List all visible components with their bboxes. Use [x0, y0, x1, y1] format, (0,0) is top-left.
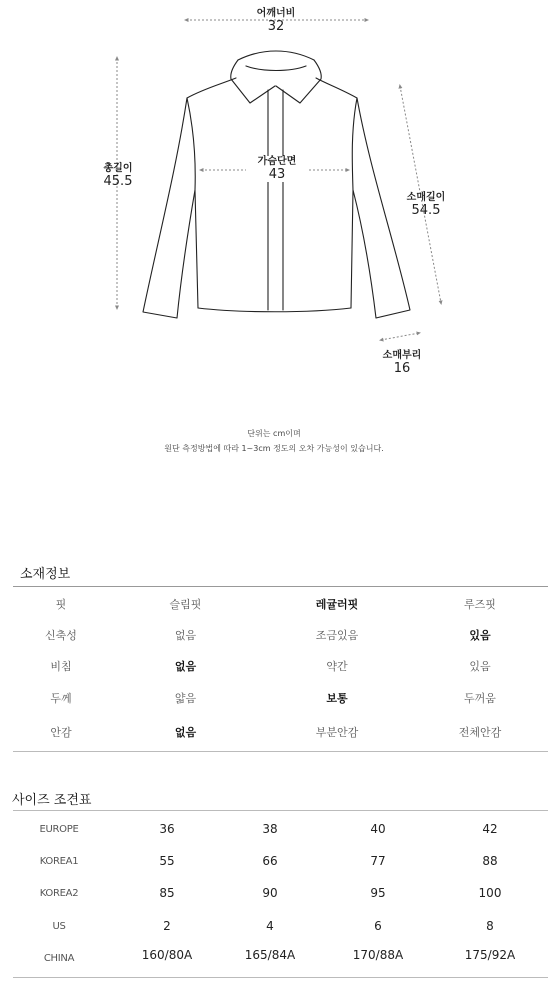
- size-row: [0, 882, 548, 904]
- material-option: 루즈핏: [464, 598, 496, 611]
- material-option: 부분안감: [315, 726, 359, 739]
- size-value: 95: [370, 886, 386, 900]
- material-option-selected: 없음: [174, 660, 197, 673]
- size-value: 40: [370, 822, 386, 836]
- size-value: 175/92A: [464, 948, 516, 962]
- chest-label: 가슴단면: [257, 156, 297, 167]
- size-value: 55: [159, 854, 175, 868]
- cuff-arrow: [381, 333, 419, 340]
- sleeve-label: 소매길이: [406, 192, 446, 203]
- material-option-selected: 없음: [174, 726, 197, 739]
- size-value: 165/84A: [244, 948, 296, 962]
- material-option: 조금있음: [315, 629, 359, 642]
- material-row: [13, 686, 548, 710]
- size-value: 6: [374, 919, 382, 933]
- length-label: 총길이: [103, 163, 133, 174]
- size-row: [0, 850, 548, 872]
- material-option-selected: 보통: [326, 692, 348, 705]
- sleeve-measurement: [396, 192, 456, 218]
- notes-line-2: 원단 측정방법에 따라 1~3cm 정도의 오차 가능성이 있습니다.: [164, 444, 384, 453]
- material-option: 약간: [326, 660, 348, 673]
- material-top-divider: [13, 586, 548, 587]
- material-row: [13, 623, 548, 647]
- material-row-header: 안감: [50, 726, 72, 739]
- size-row: [0, 944, 548, 966]
- chest-measurement: [246, 156, 308, 182]
- measurement-notes: [0, 426, 548, 456]
- shoulder-value: 32: [267, 18, 285, 34]
- size-value: 170/88A: [352, 948, 404, 962]
- material-row: [13, 654, 548, 678]
- size-row-header: EUROPE: [39, 823, 79, 835]
- material-row-header: 두께: [50, 692, 72, 705]
- cuff-value: 16: [393, 360, 411, 376]
- size-value: 85: [159, 886, 175, 900]
- material-option: 전체안감: [458, 726, 502, 739]
- garment-diagram: [0, 0, 548, 400]
- shirt-outline: [143, 51, 410, 318]
- size-value: 38: [262, 822, 278, 836]
- size-value: 100: [478, 886, 502, 900]
- size-row-header: US: [52, 920, 66, 932]
- size-row-header: KOREA1: [39, 855, 79, 867]
- notes-line-1: 단위는 cm이며: [247, 429, 301, 438]
- material-option: 얇음: [174, 692, 197, 705]
- size-value: 4: [266, 919, 274, 933]
- size-chart-title: 사이즈 조견표: [12, 793, 92, 808]
- material-option: 두꺼움: [464, 692, 496, 705]
- size-value: 66: [262, 854, 278, 868]
- size-value: 88: [482, 854, 498, 868]
- size-value: 8: [486, 919, 494, 933]
- size-row-header: CHINA: [43, 952, 75, 964]
- length-value: 45.5: [103, 173, 133, 189]
- cuff-measurement: [372, 350, 432, 376]
- length-measurement: [88, 163, 148, 189]
- size-row-header: KOREA2: [39, 887, 79, 899]
- material-bottom-divider: [13, 751, 548, 752]
- size-row: [0, 915, 548, 937]
- shoulder-measurement: [236, 8, 316, 34]
- cuff-label: 소매부리: [382, 350, 422, 361]
- material-option: 슬림핏: [169, 598, 202, 611]
- material-row-header: 신축성: [45, 629, 77, 642]
- size-row: [0, 818, 548, 840]
- material-row-header: 비침: [50, 660, 72, 673]
- size-value: 160/80A: [141, 948, 193, 962]
- size-chart-top-divider: [13, 810, 548, 811]
- material-title: 소재정보: [20, 567, 71, 582]
- material-row-header: 핏: [55, 598, 67, 611]
- size-chart-bottom-divider: [13, 977, 548, 978]
- sleeve-value: 54.5: [411, 202, 441, 218]
- material-option: 있음: [469, 660, 491, 673]
- size-value: 90: [262, 886, 278, 900]
- shoulder-label: 어깨너비: [256, 8, 296, 19]
- material-option-selected: 레귤러핏: [315, 598, 359, 611]
- material-row: [13, 592, 548, 616]
- size-value: 77: [370, 854, 386, 868]
- chest-value: 43: [268, 166, 286, 182]
- material-option: 없음: [174, 629, 197, 642]
- size-value: 2: [163, 919, 171, 933]
- size-value: 42: [482, 822, 498, 836]
- material-row: [13, 720, 548, 744]
- material-option-selected: 있음: [469, 629, 491, 642]
- size-value: 36: [159, 822, 175, 836]
